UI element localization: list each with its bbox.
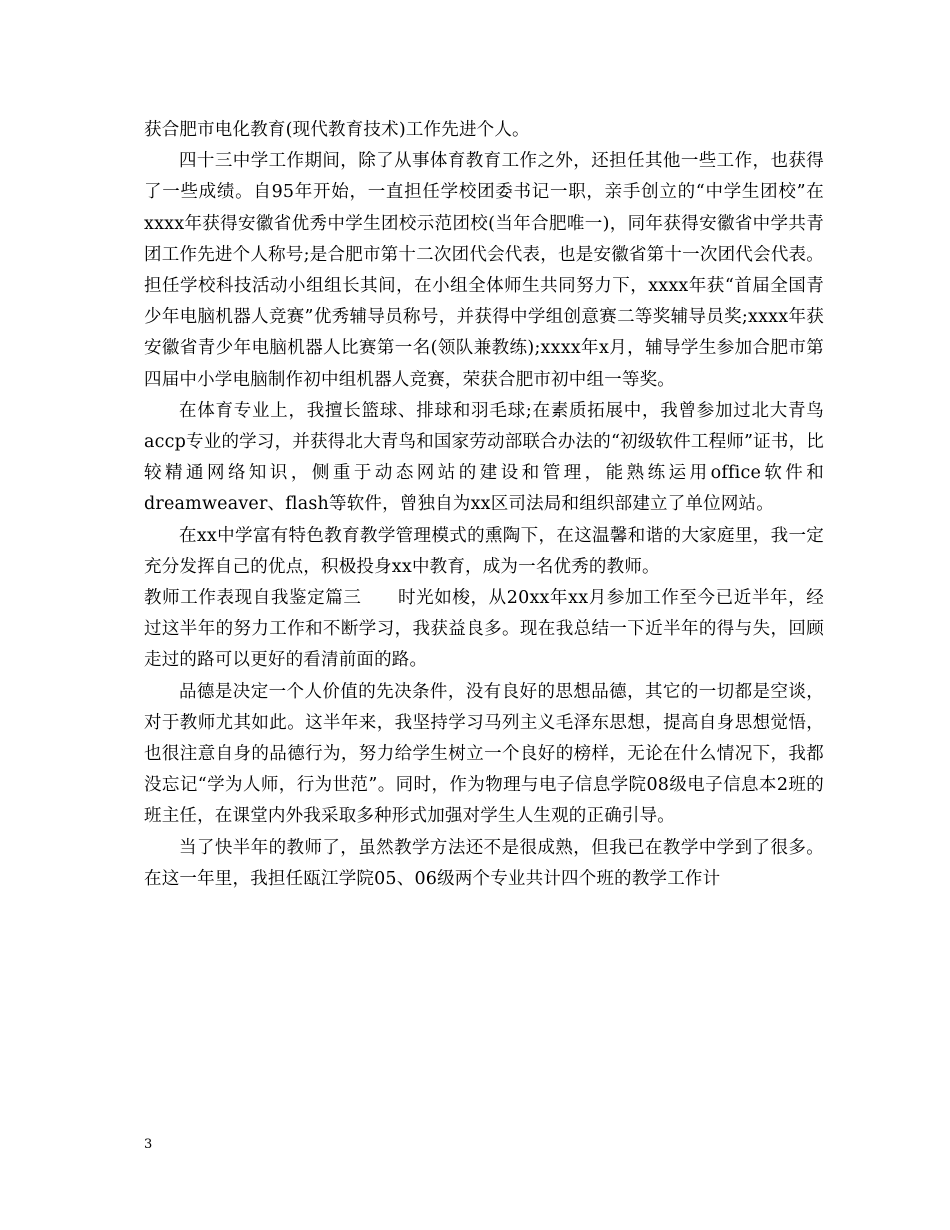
paragraph-4: 在xx中学富有特色教育教学管理模式的熏陶下，在这温馨和谐的大家庭里，我一定充分发挥自己的优点，积极投身xx中教育，成为一名优秀的教师。 — [144, 525, 824, 577]
section-heading: 教师工作表现自我鉴定篇三 — [144, 588, 362, 609]
paragraph-5: 品德是决定一个人价值的先决条件，没有良好的思想品德，其它的一切都是空谈，对于教师尤其如此。这半年来，我坚持学习马列主义毛泽东思想，提高自身思想觉悟，也很注意自身的品德行为，努力给学生树立一个良好的榜样，无论在什么情况下，我都没忘记“学为人师，行为世范”。同时，作为物理与电子信息学院08级电子信息本2班的班主任，在课堂内外我采取多种形式加强对学生人生观的正确引导。 — [144, 681, 824, 827]
paragraph-2: 四十三中学工作期间，除了从事体育教育工作之外，还担任其他一些工作，也获得了一些成绩。自95年开始，一直担任学校团委书记一职，亲手创立的“中学生团校”在xxxx年获得安徽省优秀中学生团校示范团校(当年合肥唯一)，同年获得安徽省中学共青团工作先进个人称号;是合肥市第十二次团代会代表，也是安徽省第十一次团代会代表。担任学校科技活动小组组长其间，在小组全体师生共同努力下，xxxx年获“首届全国青少年电脑机器人竞赛”优秀辅导员称号，并获得中学组创意赛二等奖辅导员奖;xxxx年获安徽省青少年电脑机器人比赛第一名(领队兼教练);xxxx年x月，辅导学生参加合肥市第四届中小学电脑制作初中组机器人竞赛，荣获合肥市初中组一等奖。 — [144, 151, 824, 390]
paragraph-1: 获合肥市电化教育(现代教育技术)工作先进个人。 — [144, 120, 530, 140]
document-body — [144, 115, 824, 895]
section-intro: 时光如梭，从20xx年xx月参加工作至今已近半年，经过这半年的努力工作和不断学习，我获益良多。现在我总结一下近半年的得与失，回顾走过的路可以更好的看清前面的路。 — [144, 588, 824, 671]
paragraph-3: 在体育专业上，我擅长篮球、排球和羽毛球;在素质拓展中，我曾参加过北大青鸟accp专业的学习，并获得北大青鸟和国家劳动部联合办法的“初级软件工程师”证书，比较精通网络知识，侧重于动态网站的建设和管理，能熟练运用office软件和dreamweaver、flash等软件，曾独自为xx区司法局和组织部建立了单位网站。 — [144, 400, 824, 515]
section-block — [144, 583, 824, 677]
page-number: 3 — [144, 1137, 153, 1152]
paragraph-6: 当了快半年的教师了，虽然教学方法还不是很成熟，但我已在教学中学到了很多。在这一年里，我担任瓯江学院05、06级两个专业共计四个班的教学工作计 — [144, 837, 824, 889]
